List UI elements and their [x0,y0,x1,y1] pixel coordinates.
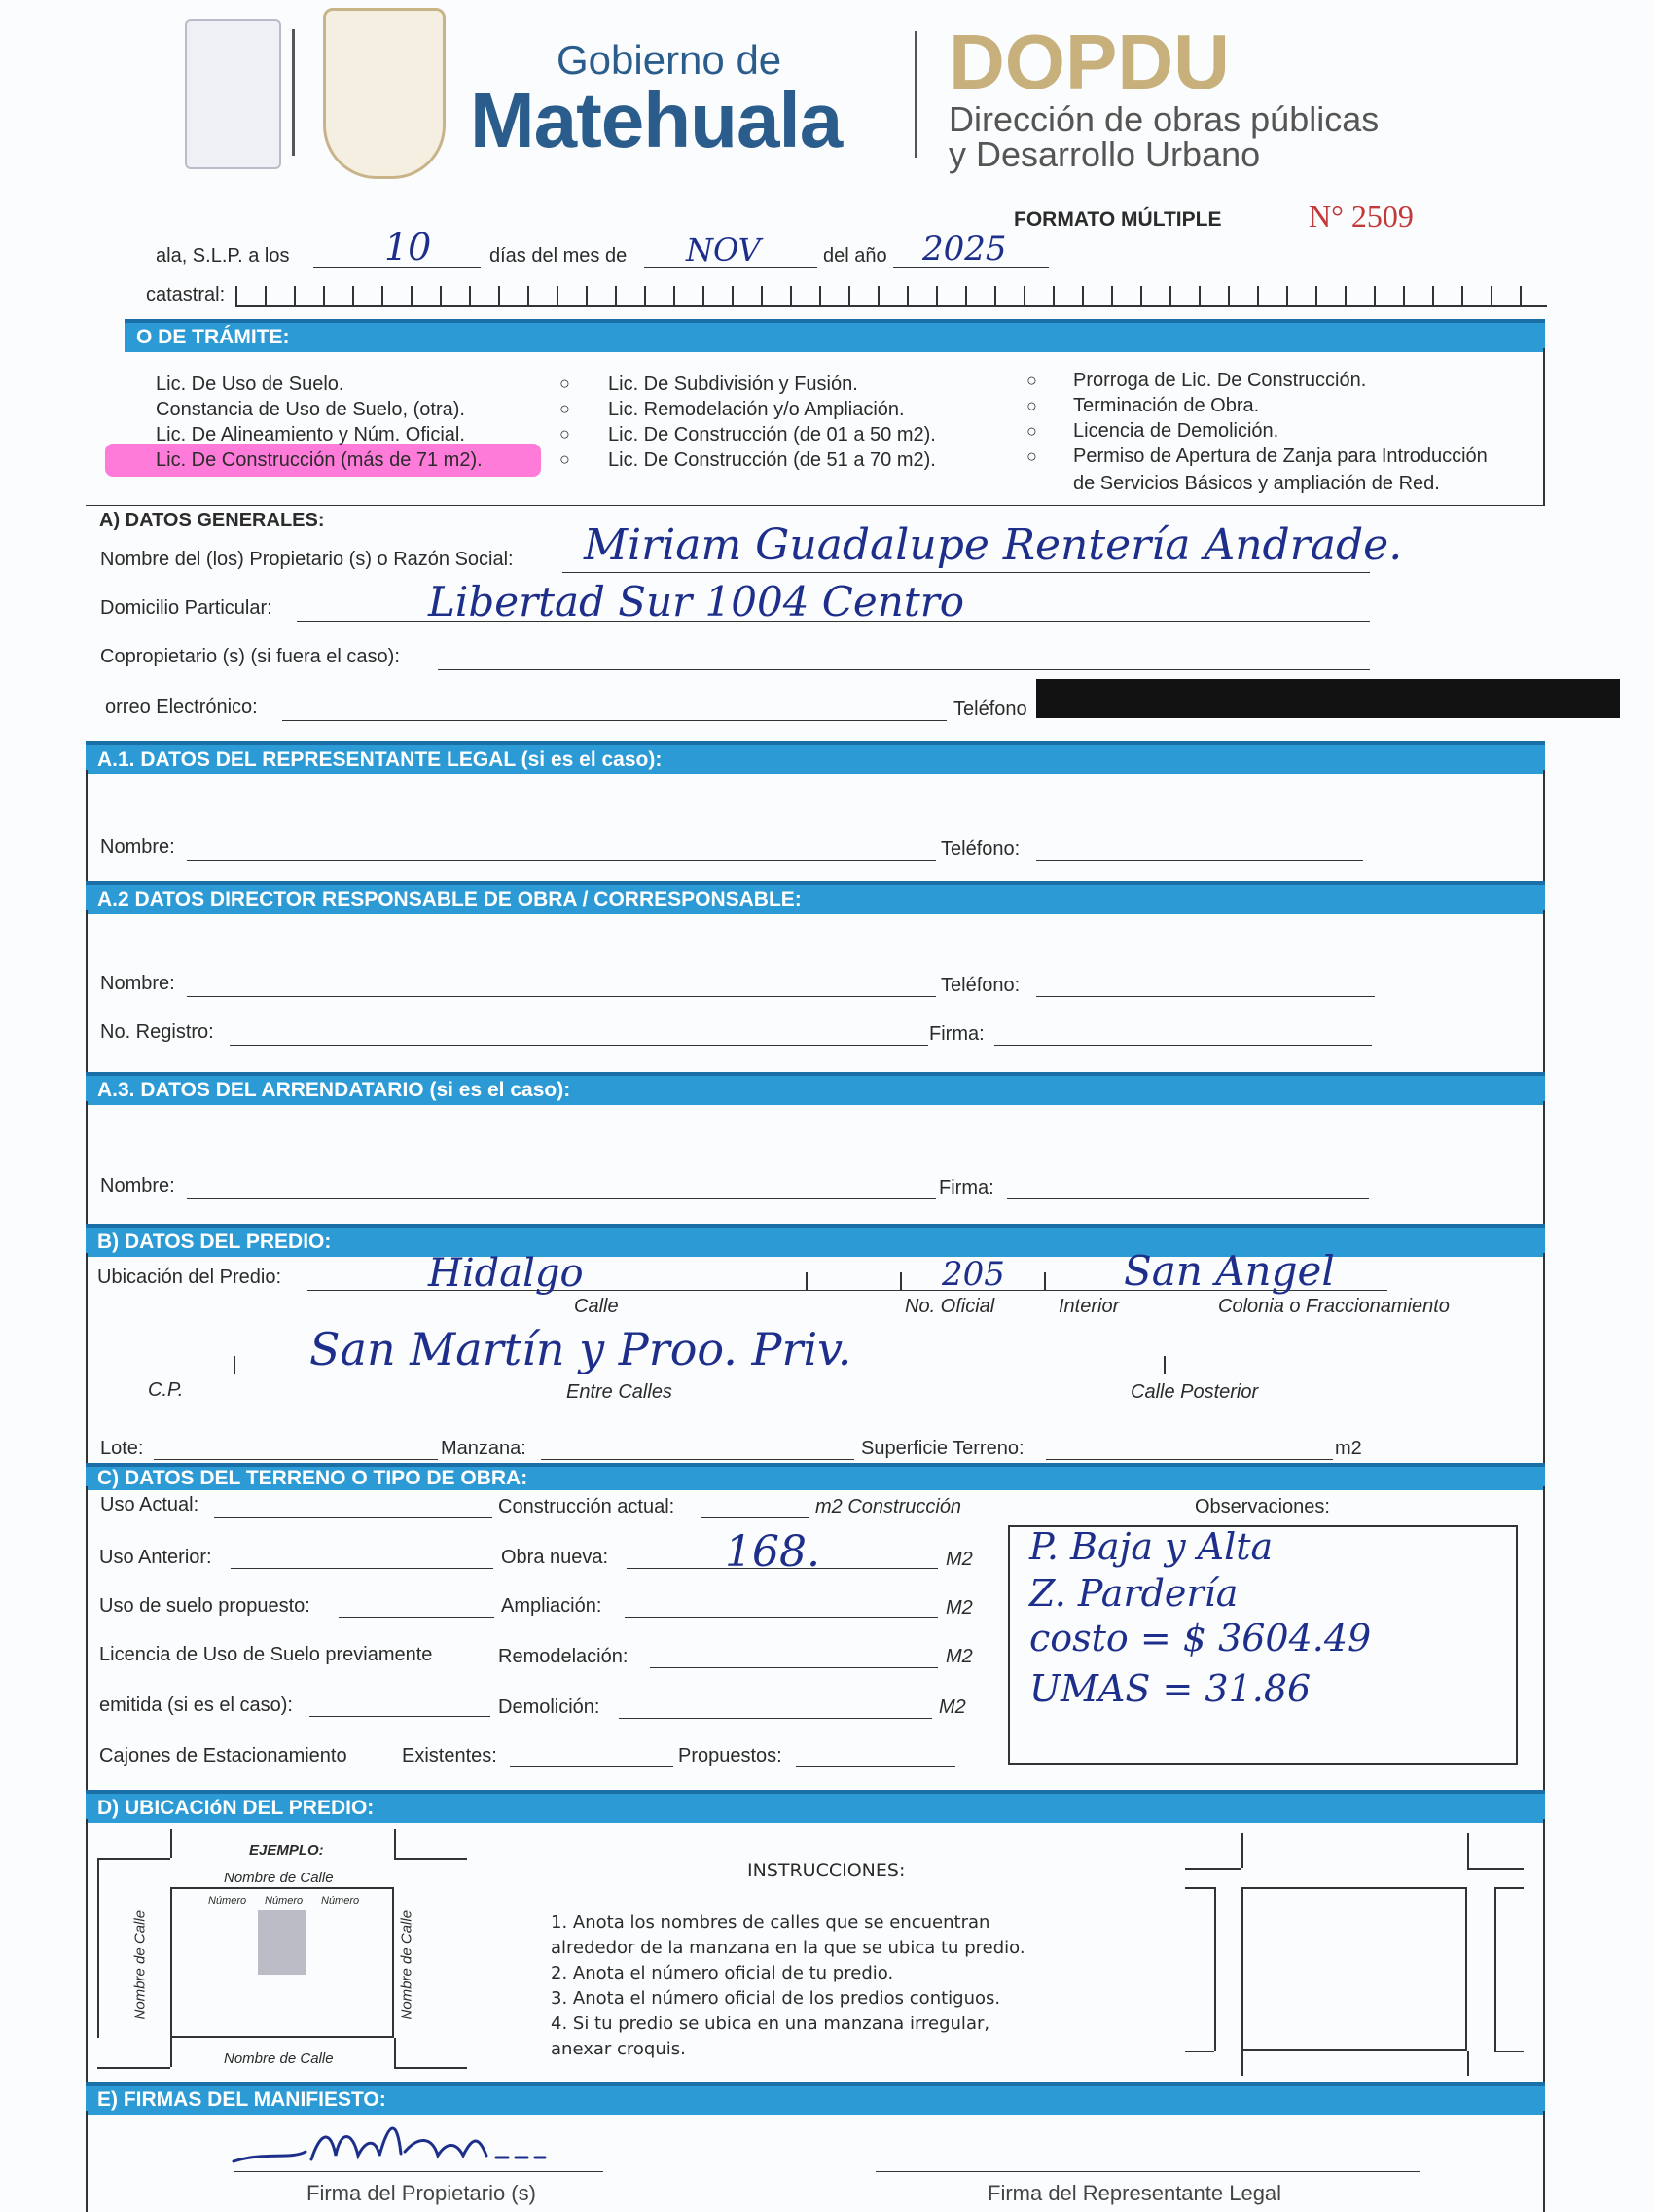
a1-name-label: Nombre: [100,837,175,858]
header-divider-2 [915,31,917,158]
obs-line-0: P. Baja y Alta [1029,1525,1274,1568]
lote-line [154,1459,438,1460]
radio-c3-0[interactable]: ○ [1026,371,1037,390]
example-lot [258,1910,306,1975]
licencia-previa-label: Licencia de Uso de Suelo previamente [99,1644,433,1665]
superficie-label: Superficie Terreno: [861,1438,1025,1459]
location-label: Ubicación del Predio: [97,1267,281,1288]
remodelacion-line [650,1667,938,1668]
uso-propuesto-label: Uso de suelo propuesto: [99,1595,310,1617]
between-caption: Entre Calles [566,1381,672,1403]
uso-anterior-label: Uso Anterior: [99,1547,212,1568]
example-diagram [97,1829,467,2072]
tramite-c3-2[interactable]: Licencia de Demolición. [1073,420,1279,442]
email-line [282,720,947,721]
propuestos-line [796,1766,955,1767]
redaction-bar [1036,679,1620,718]
example-street-top: Nombre de Calle [224,1870,334,1886]
tramite-c1-1[interactable]: Constancia de Uso de Suelo, (otra). [156,399,465,420]
a2-sign-line [994,1045,1372,1046]
rep-sign-line [876,2171,1420,2172]
owner-label: Nombre del (los) Propietario (s) o Razón Social: [100,549,514,570]
tramite-c3-0[interactable]: Prorroga de Lic. De Construcción. [1073,370,1367,391]
catastral-label: catastral: [146,284,226,305]
propuestos-label: Propuestos: [678,1745,782,1766]
year-label: del año [823,245,887,267]
instruction-5: anexar croquis. [551,2039,686,2059]
date-mid: días del mes de [489,245,628,267]
obs-line-3: UMAS = 31.86 [1029,1667,1312,1710]
obra-nueva-unit: M2 [946,1549,973,1570]
radio-c2-2[interactable]: ○ [559,424,570,444]
tramite-c1-3[interactable]: Lic. De Construcción (más de 71 m2). [156,449,483,471]
tramite-c1-0[interactable]: Lic. De Uso de Suelo. [156,374,344,395]
section-a1-header: A.1. DATOS DEL REPRESENTANTE LEGAL (si es el caso): [86,741,1545,774]
obra-nueva-value: 168. [725,1527,820,1577]
emitida-line [309,1716,490,1717]
tramite-c3-3[interactable]: Permiso de Apertura de Zanja para Introducción [1073,446,1488,467]
lote-label: Lote: [100,1438,144,1459]
uso-actual-label: Uso Actual: [100,1494,199,1516]
emitida-label: emitida (si es el caso): [99,1695,293,1716]
obs-line-2: costo = $ 3604.49 [1029,1617,1372,1659]
user-diagram[interactable] [1185,1833,1524,2076]
section-a2-header: A.2 DATOS DIRECTOR RESPONSABLE DE OBRA / CORRESPONSABLE: [86,881,1545,914]
owner-line [562,572,1370,573]
a3-box [86,1101,1545,1228]
obs-line-1: Z. Pardería [1029,1572,1239,1615]
number-caption: No. Oficial [905,1296,995,1317]
example-street-right: Nombre de Calle [398,1909,415,2020]
street-value: Hidalgo [428,1251,584,1296]
example-number-2: Número [265,1895,304,1907]
day-value: 10 [384,226,432,268]
colony-caption: Colonia o Fraccionamiento [1218,1296,1450,1317]
example-label: EJEMPLO: [249,1842,324,1859]
header-divider [292,29,295,156]
year-value: 2025 [922,230,1007,268]
coowner-line [438,669,1370,670]
email-label: orreo Electrónico: [105,696,258,718]
dept-line1: Dirección de obras públicas [949,99,1380,139]
between-value: San Martín y Proo. Priv. [309,1323,852,1375]
location-sep-2 [900,1272,902,1290]
tramite-c3-1[interactable]: Terminación de Obra. [1073,395,1260,416]
tramite-c2-0[interactable]: Lic. De Subdivisión y Fusión. [608,374,858,395]
a2-reg-label: No. Registro: [100,1021,214,1043]
colony-value: San Angel [1124,1247,1335,1295]
radio-c3-2[interactable]: ○ [1026,421,1037,441]
a2-sign-label: Firma: [929,1023,985,1045]
demolicion-label: Demolición: [498,1696,600,1718]
a3-sign-label: Firma: [939,1177,994,1198]
instruction-3: 3. Anota el número oficial de los predios contiguos. [551,1988,1001,2009]
existentes-label: Existentes: [402,1745,497,1766]
construccion-actual-label: Construcción actual: [498,1496,675,1517]
street-caption: Calle [574,1296,619,1317]
radio-c2-0[interactable]: ○ [559,374,570,393]
a2-phone-line [1036,996,1375,997]
owner-signature [224,2101,593,2179]
a1-box [86,770,1545,885]
gov-line2: Matehuala [470,77,843,163]
a3-name-label: Nombre: [100,1175,175,1196]
number-value: 205 [942,1255,1005,1294]
owner-value: Miriam Guadalupe Rentería Andrade. [584,520,1403,570]
city-seal-left [185,19,281,169]
a3-name-line [187,1198,936,1199]
location-sep-1 [806,1272,808,1290]
instructions-title: INSTRUCCIONES: [747,1860,906,1881]
example-street-bottom: Nombre de Calle [224,2051,334,2067]
tramite-c2-3[interactable]: Lic. De Construcción (de 51 a 70 m2). [608,449,936,471]
radio-c3-3[interactable]: ○ [1026,446,1037,466]
construccion-actual-line [701,1517,809,1518]
format-title: FORMATO MÚLTIPLE [1014,208,1222,231]
manzana-label: Manzana: [441,1438,526,1459]
address-value: Libertad Sur 1004 Centro [428,578,965,625]
rear-caption: Calle Posterior [1131,1381,1259,1403]
m2-construccion-label: m2 Construcción [815,1496,962,1517]
section-e-header: E) FIRMAS DEL MANIFIESTO: [86,2082,1545,2115]
demolicion-line [619,1718,932,1719]
rep-sign-caption: Firma del Representante Legal [988,2181,1282,2205]
a2-name-line [187,996,936,997]
superficie-line [1046,1459,1333,1460]
cajones-label: Cajones de Estacionamiento [99,1745,347,1766]
between-sep-1 [234,1356,235,1374]
dept-line2: y Desarrollo Urbano [949,134,1261,174]
a2-phone-label: Teléfono: [941,975,1021,996]
month-value: NOV [686,232,761,268]
a1-name-line [187,860,936,861]
interior-caption: Interior [1059,1296,1120,1317]
address-label: Domicilio Particular: [100,597,272,619]
a2-box [86,910,1545,1076]
tramite-c3-4: de Servicios Básicos y ampliación de Red. [1073,473,1440,494]
tramite-c2-2[interactable]: Lic. De Construcción (de 01 a 50 m2). [608,424,936,446]
ampliacion-unit: M2 [946,1597,973,1619]
radio-c2-3[interactable]: ○ [559,449,570,469]
radio-c2-1[interactable]: ○ [559,399,570,418]
folio-number: N° 2509 [1309,198,1414,233]
tramite-c2-1[interactable]: Lic. Remodelación y/o Ampliación. [608,399,905,420]
instruction-1: alrededor de la manzana en la que se ubica tu predio. [551,1938,1025,1958]
instruction-0: 1. Anota los nombres de calles que se encuentran [551,1912,990,1933]
dept-acronym: DOPDU [949,18,1230,105]
user-block [1241,1887,1467,2051]
existentes-line [510,1766,673,1767]
observaciones-label: Observaciones: [1195,1496,1330,1517]
cp-caption: C.P. [148,1379,184,1401]
between-sep-2 [1164,1356,1166,1374]
instruction-4: 4. Si tu predio se ubica en una manzana irregular, [551,2014,990,2034]
remodelacion-label: Remodelación: [498,1646,629,1667]
section-c-header: C) DATOS DEL TERRENO O TIPO DE OBRA: [86,1463,1545,1490]
a3-sign-line [1007,1198,1369,1199]
section-d-header: D) UBICACIóN DEL PREDIO: [86,1790,1545,1823]
municipal-shield-logo [323,8,446,179]
gov-line1: Gobierno de [557,37,782,83]
example-number-1: Número [208,1895,247,1907]
section-b-header: B) DATOS DEL PREDIO: [86,1224,1545,1257]
owner-sign-line [234,2171,603,2172]
ampliacion-line [625,1617,938,1618]
ampliacion-label: Ampliación: [501,1595,602,1617]
generales-header: A) DATOS GENERALES: [99,510,325,531]
a1-phone-line [1036,860,1363,861]
example-street-left: Nombre de Calle [131,1909,149,2020]
catastral-boxes [235,286,1547,307]
location-sep-3 [1044,1272,1046,1290]
owner-sign-caption: Firma del Propietario (s) [306,2181,536,2205]
phone-label: Teléfono [953,698,1027,720]
uso-propuesto-line [339,1617,494,1618]
coowner-label: Copropietario (s) (si fuera el caso): [100,646,400,667]
a2-name-label: Nombre: [100,973,175,994]
tramite-c1-2[interactable]: Lic. De Alineamiento y Núm. Oficial. [156,424,465,446]
uso-anterior-line [231,1568,493,1569]
instruction-2: 2. Anota el número oficial de tu predio. [551,1963,894,1983]
date-prefix: ala, S.L.P. a los [156,245,290,267]
obra-nueva-label: Obra nueva: [501,1547,609,1568]
superficie-unit: m2 [1335,1438,1362,1459]
radio-c3-1[interactable]: ○ [1026,396,1037,415]
demolicion-unit: M2 [939,1696,966,1718]
example-number-3: Número [321,1895,360,1907]
remodelacion-unit: M2 [946,1646,973,1667]
section-tramite-header: O DE TRÁMITE: [125,319,1545,352]
a2-reg-line [230,1045,928,1046]
uso-actual-line [214,1517,492,1518]
manzana-line [541,1459,854,1460]
section-a3-header: A.3. DATOS DEL ARRENDATARIO (si es el caso): [86,1072,1545,1105]
a1-phone-label: Teléfono: [941,838,1021,860]
